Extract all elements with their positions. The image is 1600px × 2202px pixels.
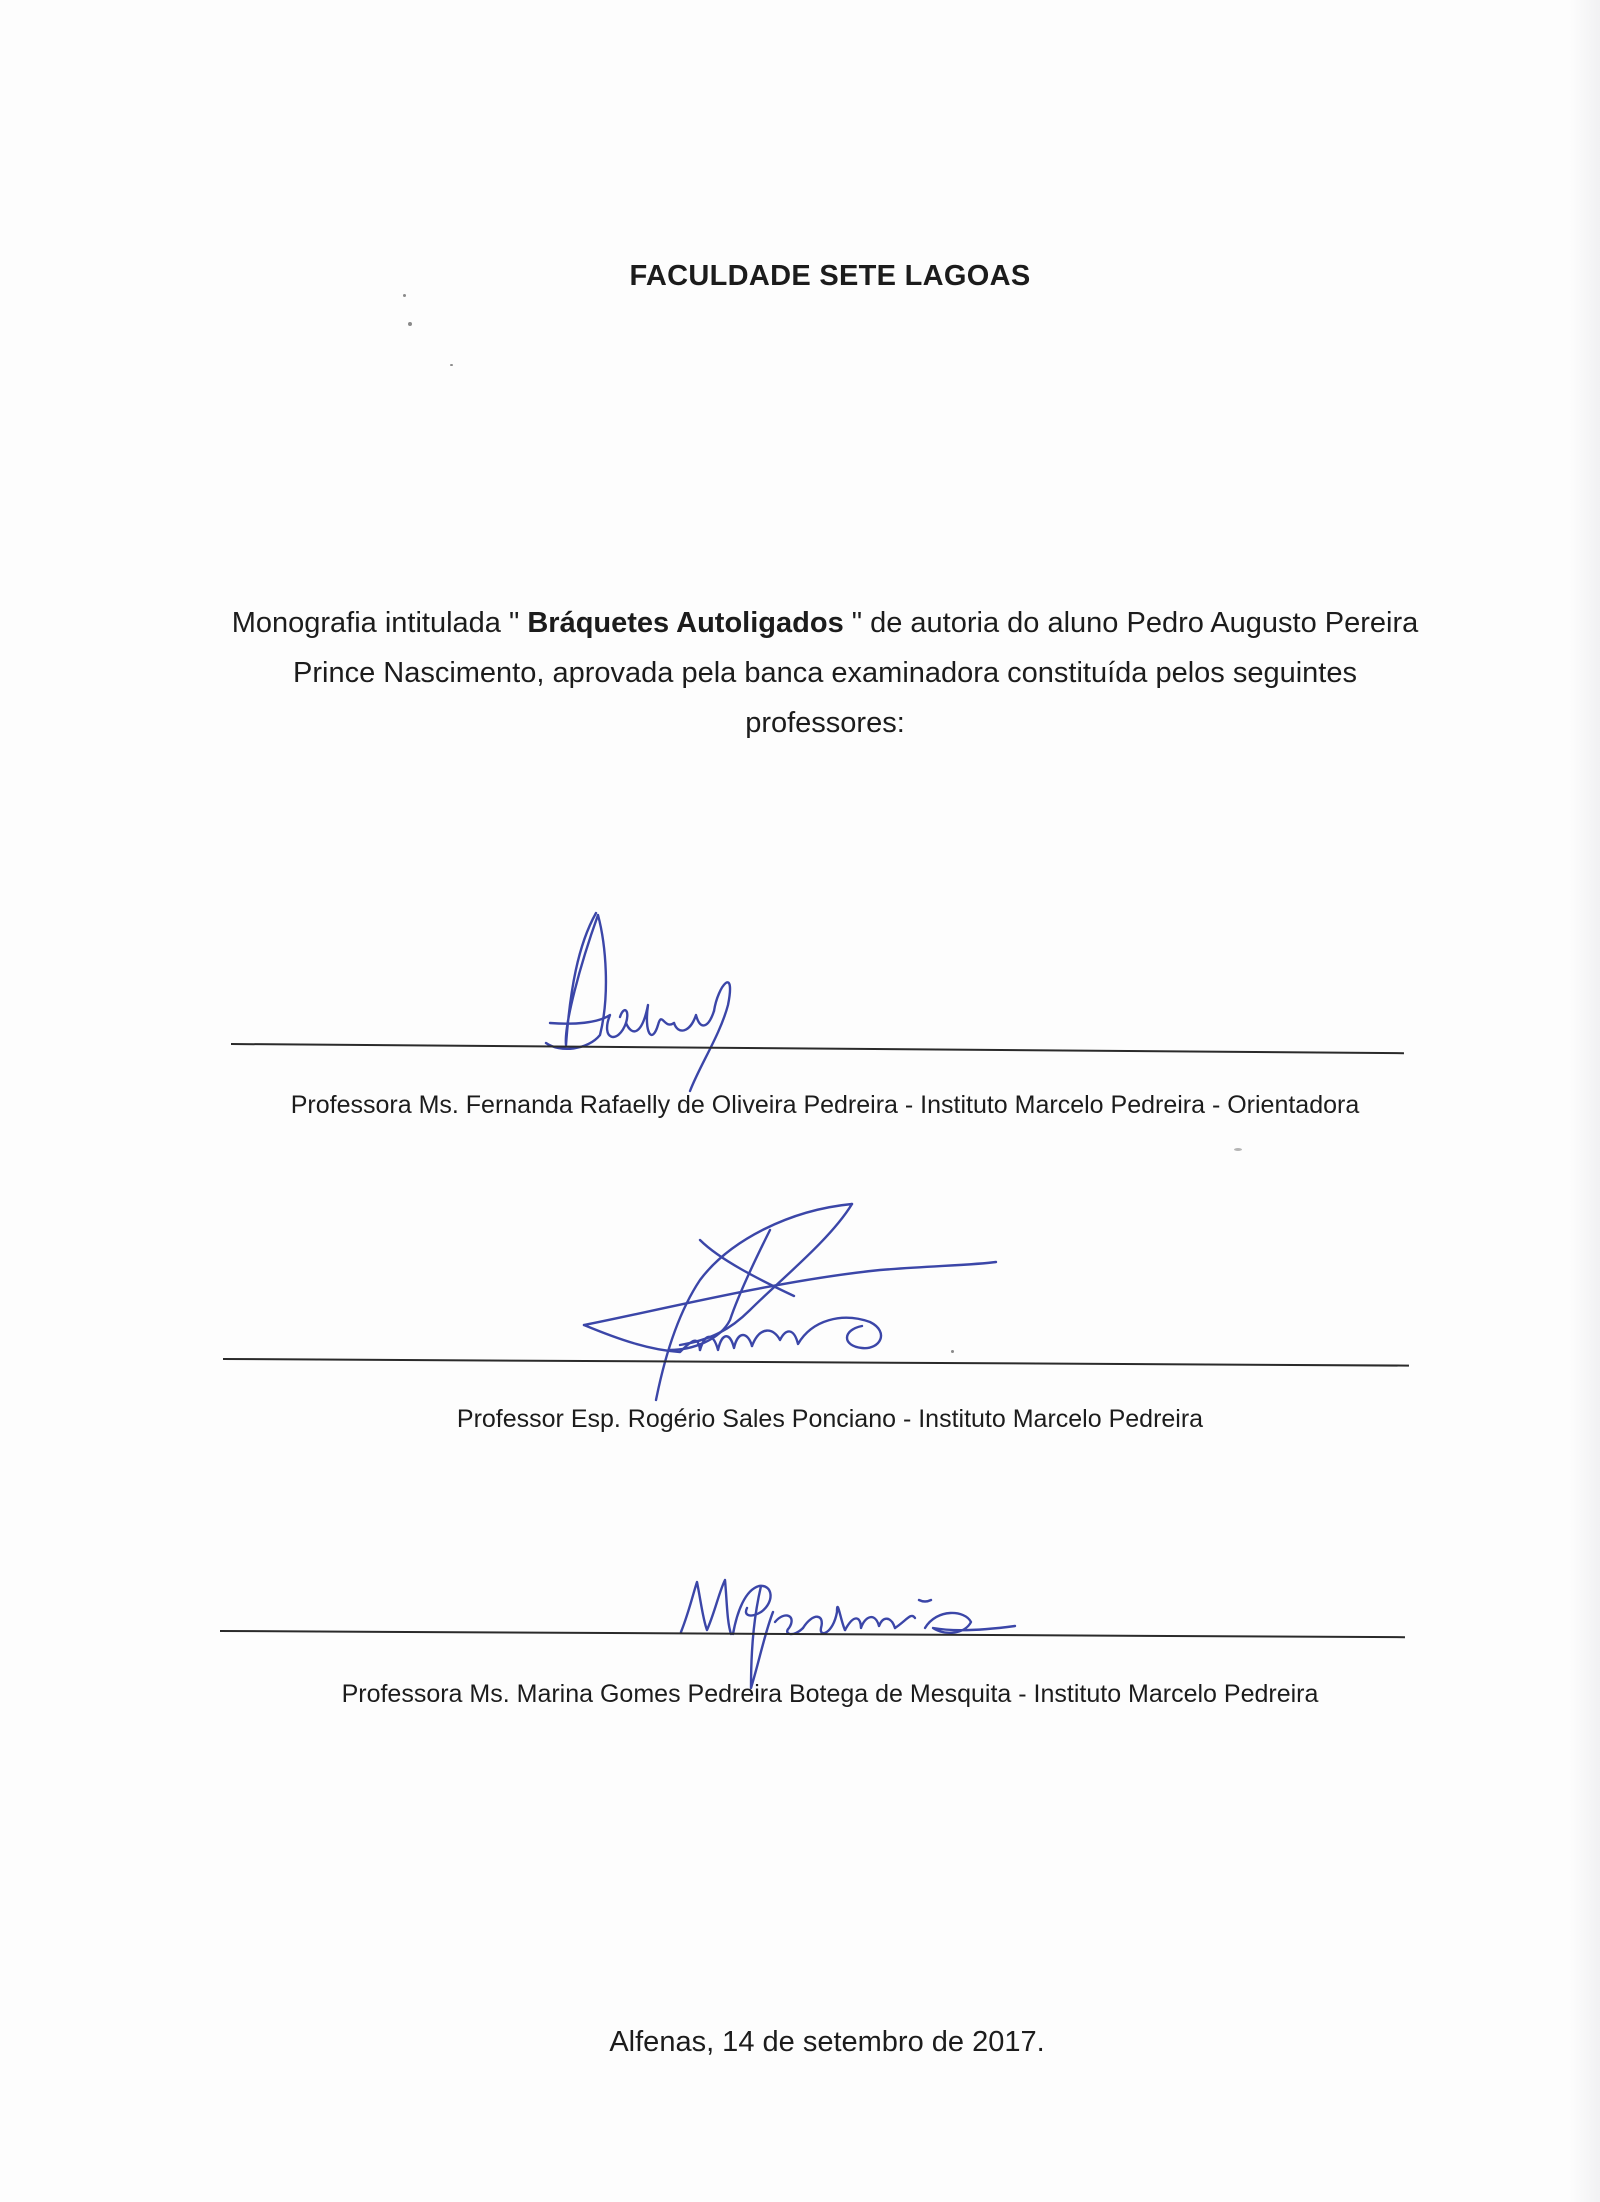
statement-rest: " de autoria do aluno Pedro Augusto Pereira Prince Nascimento, aprovada pela banca examinadora constituída pelos seguintes professores: [293, 607, 1419, 739]
scan-speck [408, 322, 412, 326]
place-and-date: Alfenas, 14 de setembro de 2017. [609, 2026, 1045, 2058]
handwritten-signature-icon [580, 1200, 1000, 1410]
examiner-caption: Professora Ms. Marina Gomes Pedreira Botega de Mesquita - Instituto Marcelo Pedreira [341, 1680, 1319, 1708]
approval-statement [230, 598, 1420, 748]
page-edge [1570, 0, 1600, 2202]
scan-speck [403, 294, 406, 297]
institution-heading: FACULDADE SETE LAGOAS [629, 260, 1031, 292]
monograph-title: Bráquetes Autoligados [527, 607, 844, 639]
handwritten-signature-icon [540, 905, 760, 1095]
scan-speck [1234, 1148, 1242, 1151]
examiner-caption: Professora Ms. Fernanda Rafaelly de Oliveira Pedreira - Instituto Marcelo Pedreira - Orientadora [290, 1091, 1360, 1119]
scan-speck [450, 364, 453, 366]
examiner-caption: Professor Esp. Rogério Sales Ponciano - Instituto Marcelo Pedreira [456, 1405, 1204, 1433]
statement-lead: Monografia intitulada " [231, 607, 528, 639]
signature-line [231, 1043, 1404, 1054]
